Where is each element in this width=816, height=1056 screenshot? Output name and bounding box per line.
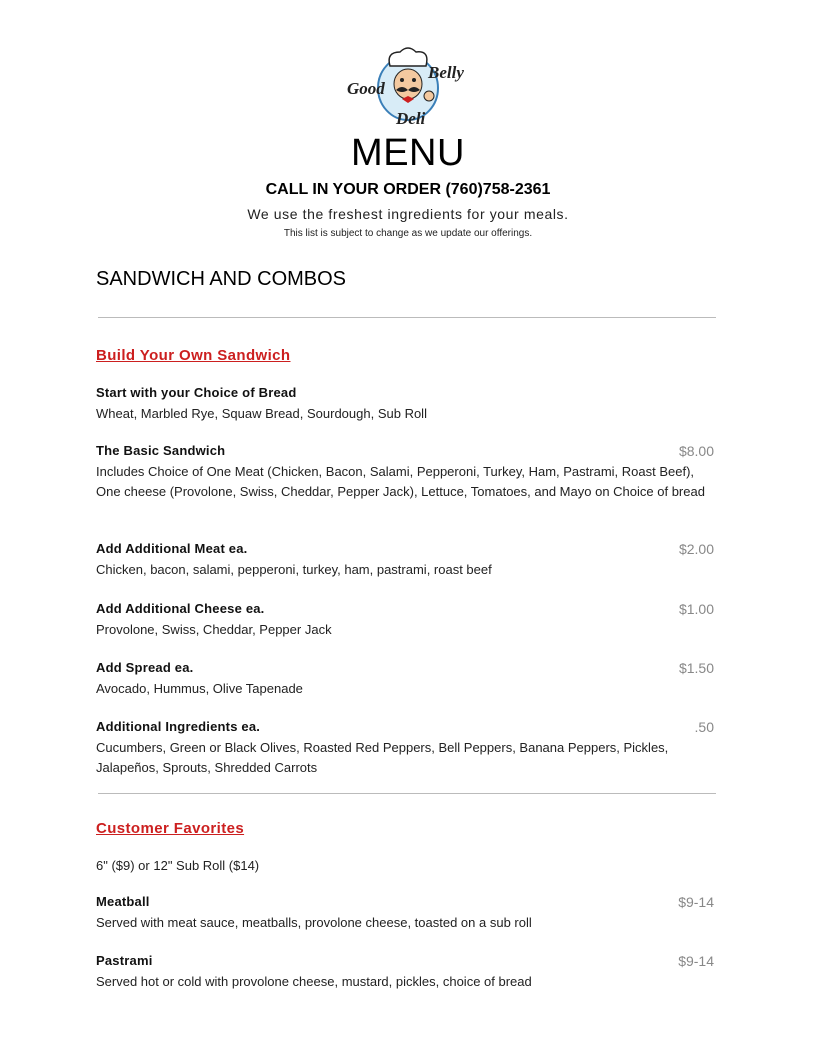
logo-text-belly: Belly (428, 63, 464, 82)
logo-text-good: Good (347, 79, 385, 98)
customer-favorites-heading: Customer Favorites (96, 820, 245, 837)
item-name: Add Spread ea. (96, 660, 194, 675)
item-price: $8.00 (678, 443, 714, 459)
menu-item (96, 385, 716, 424)
menu-item (96, 953, 716, 992)
menu-item (96, 719, 716, 778)
section-title: SANDWICH AND COMBOS (96, 268, 347, 290)
page-title: MENU (351, 132, 465, 174)
build-your-own-heading: Build Your Own Sandwich (96, 347, 291, 364)
menu-item (96, 601, 716, 640)
item-description: Cucumbers, Green or Black Olives, Roasted Red Peppers, Bell Peppers, Banana Peppers, Pickles, Jalapeños, Sprouts, Shredded Carrots (96, 740, 669, 775)
item-name: The Basic Sandwich (96, 443, 226, 458)
item-name: Start with your Choice of Bread (96, 385, 297, 400)
item-name: Meatball (96, 894, 150, 909)
item-description: Includes Choice of One Meat (Chicken, Bacon, Salami, Pepperoni, Turkey, Ham, Pastrami, Roast Beef), One cheese (Provolone, Swiss, Cheddar, Pepper Jack), Lettuce, Tomatoes, and Mayo on Choice of bread (96, 464, 705, 499)
item-name: Additional Ingredients ea. (96, 719, 261, 734)
item-description: Served with meat sauce, meatballs, provolone cheese, toasted on a sub roll (96, 915, 532, 930)
menu-item (96, 443, 716, 502)
good-belly-deli-logo (344, 44, 472, 128)
item-price: $9-14 (678, 953, 714, 969)
item-name: Pastrami (96, 953, 153, 968)
item-description: Served hot or cold with provolone cheese, mustard, pickles, choice of bread (96, 974, 532, 989)
item-description: Avocado, Hummus, Olive Tapenade (96, 681, 303, 696)
menu-item (96, 660, 716, 699)
tagline: We use the freshest ingredients for your meals. (247, 206, 569, 222)
item-price: $2.00 (678, 541, 714, 557)
item-price: $9-14 (678, 894, 714, 910)
divider (98, 793, 716, 794)
item-description: Chicken, bacon, salami, pepperoni, turkey, ham, pastrami, roast beef (96, 562, 492, 577)
divider (98, 317, 716, 318)
item-name: Add Additional Meat ea. (96, 541, 248, 556)
item-price: $1.50 (678, 660, 714, 676)
item-price: $1.00 (678, 601, 714, 617)
call-in-line: CALL IN YOUR ORDER (760)758-2361 (265, 181, 551, 198)
change-notice: This list is subject to change as we update our offerings. (283, 228, 533, 239)
item-name: Add Additional Cheese ea. (96, 601, 265, 616)
menu-item (96, 894, 716, 933)
logo-text-deli: Deli (396, 109, 426, 128)
menu-item (96, 541, 716, 580)
item-price: .50 (694, 719, 714, 735)
item-description: Wheat, Marbled Rye, Squaw Bread, Sourdough, Sub Roll (96, 406, 427, 421)
size-price-note: 6" ($9) or 12" Sub Roll ($14) (96, 858, 260, 873)
item-description: Provolone, Swiss, Cheddar, Pepper Jack (96, 622, 332, 637)
